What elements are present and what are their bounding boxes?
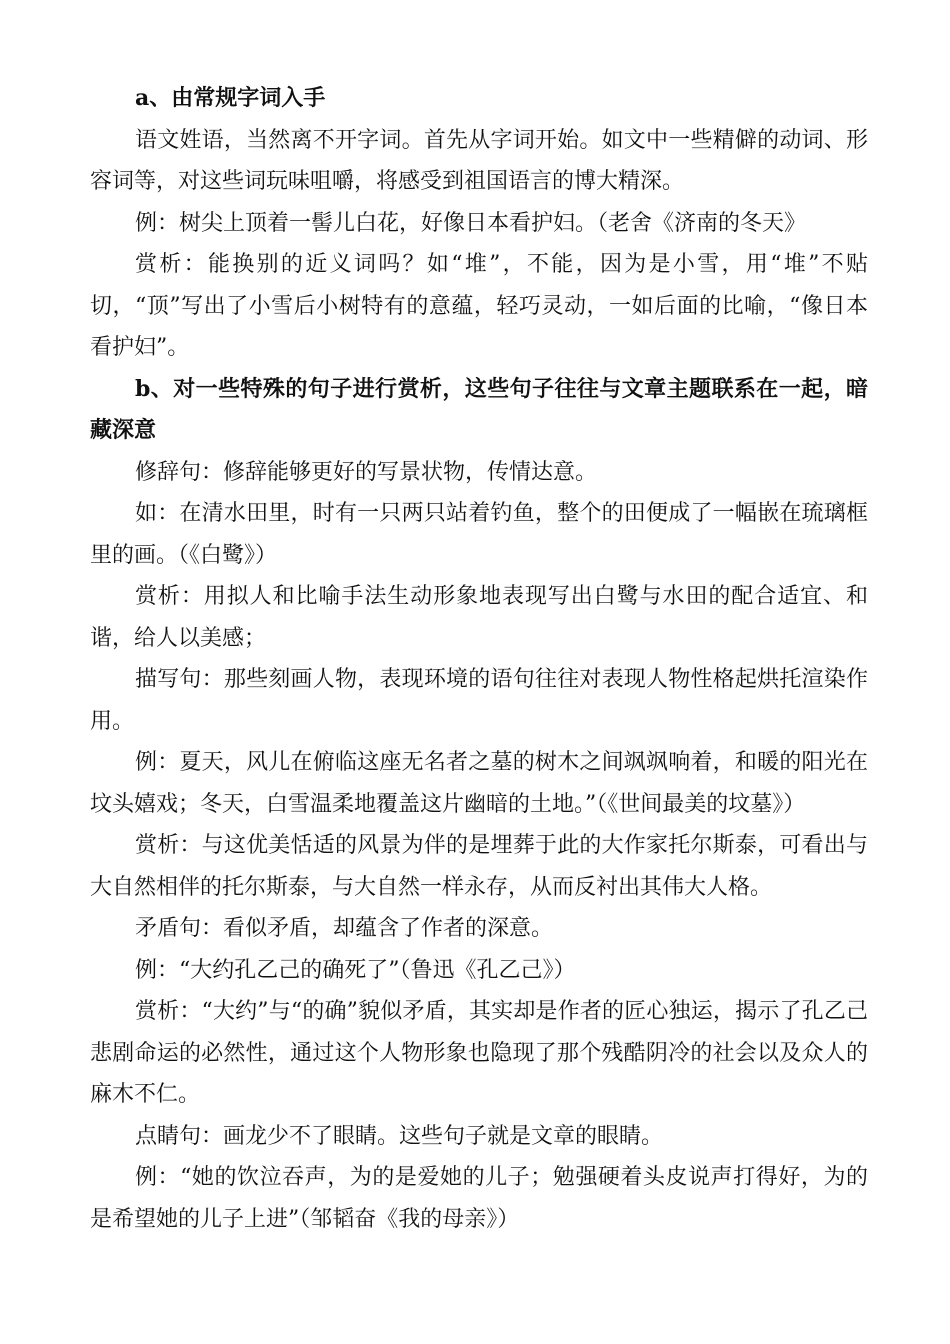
paragraph: 描写句：那些刻画人物，表现环境的语句往往对表现人物性格起烘托渲染作用。 (90, 667, 868, 734)
example-paragraph: 例：树尖上顶着一髻儿白花，好像日本看护妇。（老舍《济南的冬天》 (135, 210, 807, 236)
analysis-paragraph: 赏析：能换别的近义词吗？如“堆”，不能，因为是小雪，用“堆”不贴切，“顶”写出了小雪后小树特有的意蕴，轻巧灵动，一如后面的比喻，“像日本看护妇”。 (90, 252, 868, 360)
analysis-paragraph: 赏析：用拟人和比喻手法生动形象地表现写出白鹭与水田的配合适宜、和谐，给人以美感； (90, 584, 868, 651)
document-page (90, 78, 868, 1240)
example-paragraph: 例：“大约孔乙己的确死了”（鲁迅《孔乙己》） (135, 957, 576, 983)
paragraph: 矛盾句：看似矛盾，却蕴含了作者的深意。 (135, 916, 554, 941)
paragraph: 修辞句：修辞能够更好的写景状物，传情达意。 (135, 459, 598, 485)
analysis-paragraph: 赏析：与这优美恬适的风景为伴的是埋葬于此的大作家托尔斯泰，可看出与大自然相伴的托尔斯泰，与大自然一样永存，从而反衬出其伟大人格。 (90, 833, 868, 900)
section-heading-b: b、对一些特殊的句子进行赏析，这些句子往往与文章主题联系在一起，暗藏深意 (90, 375, 868, 443)
example-paragraph: 如：在清水田里，时有一只两只站着钓鱼，整个的田便成了一幅嵌在琉璃框里的画。（《白鹭》） (90, 501, 868, 568)
paragraph: 点睛句：画龙少不了眼睛。这些句子就是文章的眼睛。 (135, 1123, 664, 1149)
example-paragraph: 例：“她的饮泣吞声，为的是爱她的儿子；勉强硬着头皮说声打得好，为的是希望她的儿子上进”（邹韬奋《我的母亲》） (90, 1165, 868, 1232)
analysis-paragraph: 赏析：“大约”与“的确”貌似矛盾，其实却是作者的匠心独运，揭示了孔乙己悲剧命运的必然性，通过这个人物形象也隐现了那个残酷阴冷的社会以及众人的麻木不仁。 (90, 999, 868, 1107)
section-heading-a: a、由常规字词入手 (135, 85, 326, 111)
example-paragraph: 例：夏天，风儿在俯临这座无名者之墓的树木之间飒飒响着，和暖的阳光在坟头嬉戏；冬天，白雪温柔地覆盖这片幽暗的土地。”（《世间最美的坟墓》） (90, 750, 868, 817)
paragraph: 语文姓语，当然离不开字词。首先从字词开始。如文中一些精僻的动词、形容词等，对这些词玩味咀嚼，将感受到祖国语言的博大精深。 (90, 127, 868, 194)
